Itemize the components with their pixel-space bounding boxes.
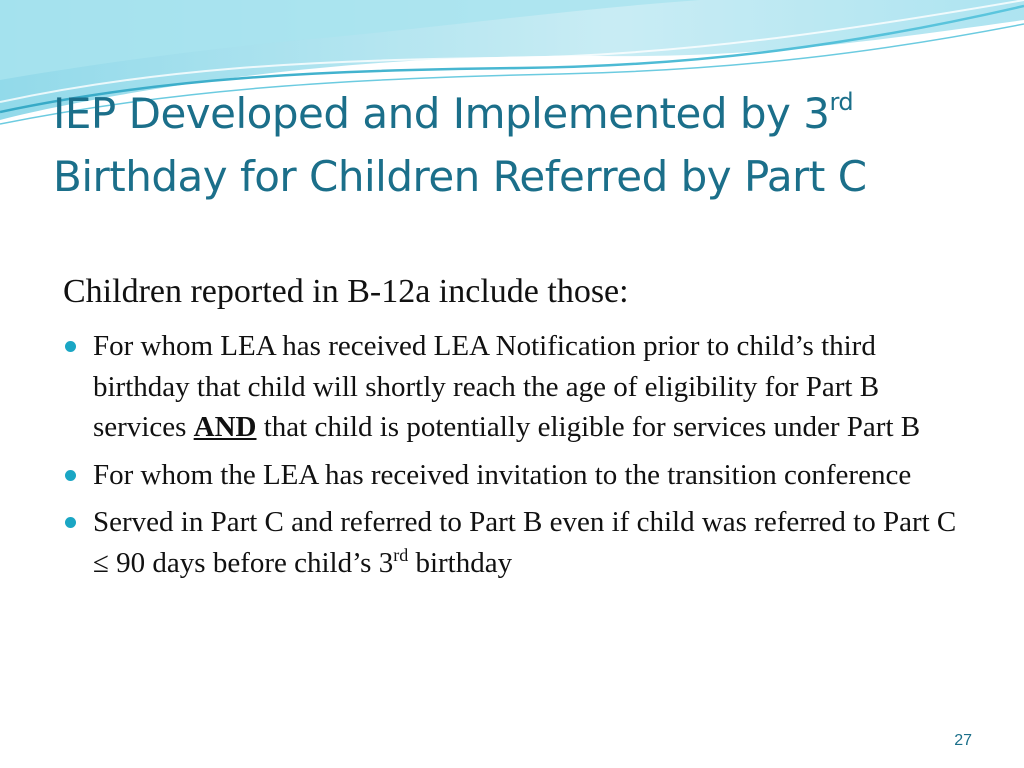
title-line-2: Birthday for Children Referred by Part C: [53, 152, 867, 201]
intro-text: Children reported in B-12a include those:: [63, 273, 629, 310]
page-number: 27: [954, 732, 972, 749]
bullet-list: [63, 326, 963, 590]
bullet-dot-icon: [65, 341, 76, 352]
emphasis-and: AND: [193, 411, 257, 443]
bullet-item-transition-conference: For whom the LEA has received invitation to the transition conference: [63, 455, 963, 496]
bullet-item-served-in-part-c: Served in Part C and referred to Part B even if child was referred to Part C ≤ 90 days before child’s 3rd birthday: [63, 502, 963, 583]
title-superscript: rd: [829, 88, 854, 116]
title-line-1: IEP Developed and Implemented by 3rd: [53, 88, 854, 138]
bullet-dot-icon: [65, 517, 76, 528]
bullet-item-lea-notification: For whom LEA has received LEA Notification prior to child’s third birthday that child will shortly reach the age of eligibility for Part B services AND that child is potentially eligible for services under Part B: [63, 326, 963, 448]
slide-title: [53, 82, 1003, 208]
bullet-dot-icon: [65, 470, 76, 481]
